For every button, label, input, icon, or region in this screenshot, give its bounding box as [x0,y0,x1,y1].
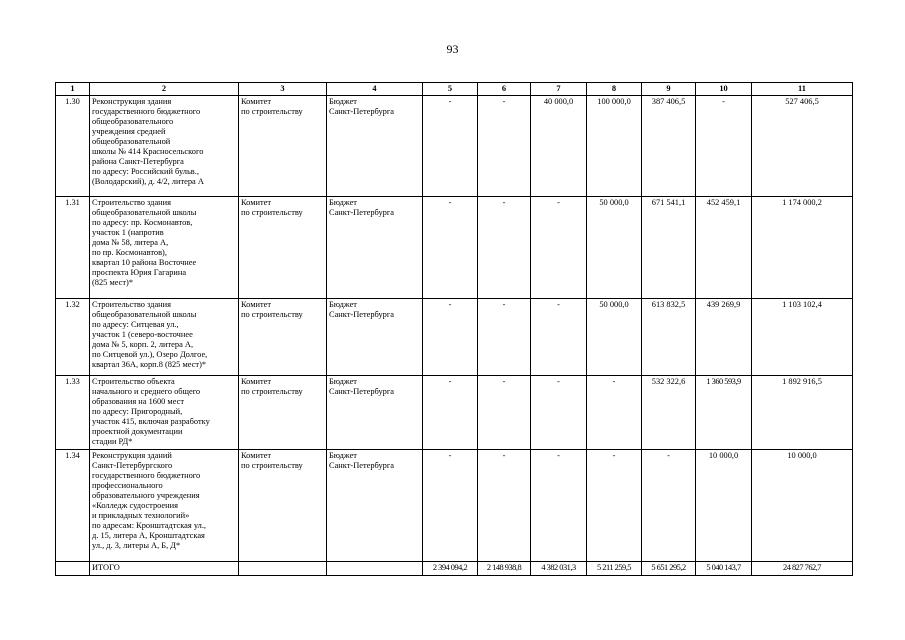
value-cell-8: 50 000,0 [587,299,642,376]
header-row [56,83,853,96]
object-name-line: общеобразовательного [92,117,174,126]
object-name-line: Санкт-Петербургского [92,461,173,470]
value-cell-8: 100 000,0 [587,96,642,197]
value-cell-9: 387 406,5 [642,96,696,197]
customer-line: по строительству [241,310,303,319]
object-name-cell [90,197,239,299]
row-number: 1.32 [56,299,90,376]
total-value-6: 2 148 938,8 [478,562,531,576]
value-cell-7: 40 000,0 [531,96,587,197]
object-name-line: Реконструкция здания [92,97,172,106]
object-name-line: образовательного учреждения [92,491,200,500]
value-cell-11: 1 892 916,5 [752,376,853,450]
object-name-line: дома № 58, литера А, [92,238,169,247]
header-cell-6: 6 [478,83,531,96]
total-empty-cell [56,562,90,576]
funding-source-line: Санкт-Петербурга [329,310,394,319]
total-row [56,562,853,576]
object-name-line: участок 1 (напротив [92,228,164,237]
customer-line: Комитет [241,97,272,106]
customer-cell [239,376,327,450]
object-name-cell [90,96,239,197]
object-name-line: учреждения средней [92,127,166,136]
funding-source-line: Санкт-Петербурга [329,387,394,396]
funding-source-line: Бюджет [329,97,357,106]
value-cell-8: - [587,450,642,562]
funding-source-cell [327,96,423,197]
value-cell-7: - [531,197,587,299]
object-name-line: государственного бюджетного [92,107,201,116]
value-cell-5: - [423,376,478,450]
row-number: 1.31 [56,197,90,299]
object-name-line: Строительство здания [92,198,171,207]
value-cell-10: 10 000,0 [696,450,752,562]
table-row [56,450,853,562]
funding-source-line: Бюджет [329,451,357,460]
header-cell-4: 4 [327,83,423,96]
customer-cell [239,96,327,197]
object-name-line: ул., д. 3, литеры А, Б, Д* [92,541,181,550]
object-name-line: района Санкт-Петербурга [92,157,184,166]
value-cell-9: - [642,450,696,562]
value-cell-11: 1 103 102,4 [752,299,853,376]
customer-cell [239,197,327,299]
total-value-9: 5 651 295,2 [642,562,696,576]
header-cell-7: 7 [531,83,587,96]
value-cell-7: - [531,299,587,376]
table-row [56,197,853,299]
funding-source-line: Бюджет [329,300,357,309]
funding-source-line: Бюджет [329,377,357,386]
total-empty-cell [327,562,423,576]
customer-cell [239,450,327,562]
object-name-line: (825 мест)* [92,278,134,287]
funding-source-cell [327,376,423,450]
total-label: ИТОГО [90,562,239,576]
object-name-line: «Колледж судостроения [92,501,178,510]
table-row [56,376,853,450]
total-value-8: 5 211 259,5 [587,562,642,576]
object-name-line: Строительство здания [92,300,171,309]
value-cell-10: 439 269,9 [696,299,752,376]
header-cell-8: 8 [587,83,642,96]
object-name-line: (Володарский), д. 4/2, литера А [92,177,204,186]
object-name-line: Реконструкция зданий [92,451,172,460]
funding-source-line: Бюджет [329,198,357,207]
value-cell-5: - [423,299,478,376]
total-empty-cell [239,562,327,576]
object-name-line: проспекта Юрия Гагарина [92,268,187,277]
value-cell-9: 532 322,6 [642,376,696,450]
object-name-line: государственного бюджетного [92,471,201,480]
value-cell-7: - [531,376,587,450]
object-name-line: по адресам: Кронштадтская ул., [92,521,207,530]
object-name-line: Строительство объекта [92,377,175,386]
funding-source-cell [327,299,423,376]
customer-line: по строительству [241,107,303,116]
funding-source-cell [327,450,423,562]
header-cell-3: 3 [239,83,327,96]
object-name-cell [90,299,239,376]
total-value-10: 5 040 143,7 [696,562,752,576]
header-cell-11: 11 [752,83,853,96]
object-name-line: дома № 5, корп. 2, литера А, [92,340,194,349]
funding-source-line: Санкт-Петербурга [329,208,394,217]
object-name-cell [90,376,239,450]
value-cell-11: 1 174 000,2 [752,197,853,299]
value-cell-9: 671 541,1 [642,197,696,299]
object-name-line: участок 1 (северо-восточнее [92,330,193,339]
object-name-line: д. 15, литера А, Кронштадтская [92,531,205,540]
row-number: 1.34 [56,450,90,562]
value-cell-8: 50 000,0 [587,197,642,299]
page-number: 93 [446,42,459,56]
customer-line: по строительству [241,387,303,396]
value-cell-11: 527 406,5 [752,96,853,197]
customer-line: Комитет [241,451,272,460]
funding-source-cell [327,197,423,299]
customer-line: Комитет [241,198,272,207]
value-cell-9: 613 832,5 [642,299,696,376]
value-cell-6: - [478,96,531,197]
value-cell-6: - [478,299,531,376]
header-cell-2: 2 [90,83,239,96]
object-name-line: общеобразовательной [92,137,171,146]
value-cell-6: - [478,376,531,450]
customer-line: Комитет [241,300,272,309]
object-name-line: стадии РД* [92,437,133,446]
total-value-11: 24 827 762,7 [752,562,853,576]
customer-cell [239,299,327,376]
row-number: 1.33 [56,376,90,450]
value-cell-8: - [587,376,642,450]
object-name-line: квартал 10 района Восточнее [92,258,197,267]
object-name-line: по Ситцевой ул.), Озеро Долгое, [92,350,208,359]
row-number: 1.30 [56,96,90,197]
object-name-cell [90,450,239,562]
value-cell-5: - [423,450,478,562]
object-name-line: по адресу: пр. Космонавтов, [92,218,193,227]
total-value-5: 2 394 094,2 [423,562,478,576]
value-cell-6: - [478,197,531,299]
customer-line: Комитет [241,377,272,386]
funding-source-line: Санкт-Петербурга [329,461,394,470]
value-cell-6: - [478,450,531,562]
value-cell-5: - [423,197,478,299]
object-name-line: по адресу: Российский бульв., [92,167,199,176]
value-cell-11: 10 000,0 [752,450,853,562]
header-cell-1: 1 [56,83,90,96]
funding-source-line: Санкт-Петербурга [329,107,394,116]
object-name-line: начального и среднего общего [92,387,201,396]
customer-line: по строительству [241,461,303,470]
header-cell-5: 5 [423,83,478,96]
value-cell-5: - [423,96,478,197]
object-name-line: по адресу: Ситцевая ул., [92,320,179,329]
total-value-7: 4 382 031,3 [531,562,587,576]
object-name-line: профессионального [92,481,163,490]
customer-line: по строительству [241,208,303,217]
value-cell-10: - [696,96,752,197]
budget-table [55,82,853,576]
object-name-line: школы № 414 Красносельского [92,147,204,156]
value-cell-7: - [531,450,587,562]
table-row [56,299,853,376]
object-name-line: общеобразовательной школы [92,208,197,217]
object-name-line: по адресу: Пригородный, [92,407,183,416]
object-name-line: и прикладных технологий» [92,511,190,520]
table-row [56,96,853,197]
object-name-line: по пр. Космонавтов), [92,248,167,257]
object-name-line: квартал 36А, корп.8 (825 мест)* [92,360,207,369]
object-name-line: участок 415, включая разработку [92,417,210,426]
object-name-line: образования на 1600 мест [92,397,185,406]
object-name-line: общеобразовательной школы [92,310,197,319]
header-cell-9: 9 [642,83,696,96]
object-name-line: проектной документации [92,427,183,436]
value-cell-10: 1 360 593,9 [696,376,752,450]
value-cell-10: 452 459,1 [696,197,752,299]
header-cell-10: 10 [696,83,752,96]
